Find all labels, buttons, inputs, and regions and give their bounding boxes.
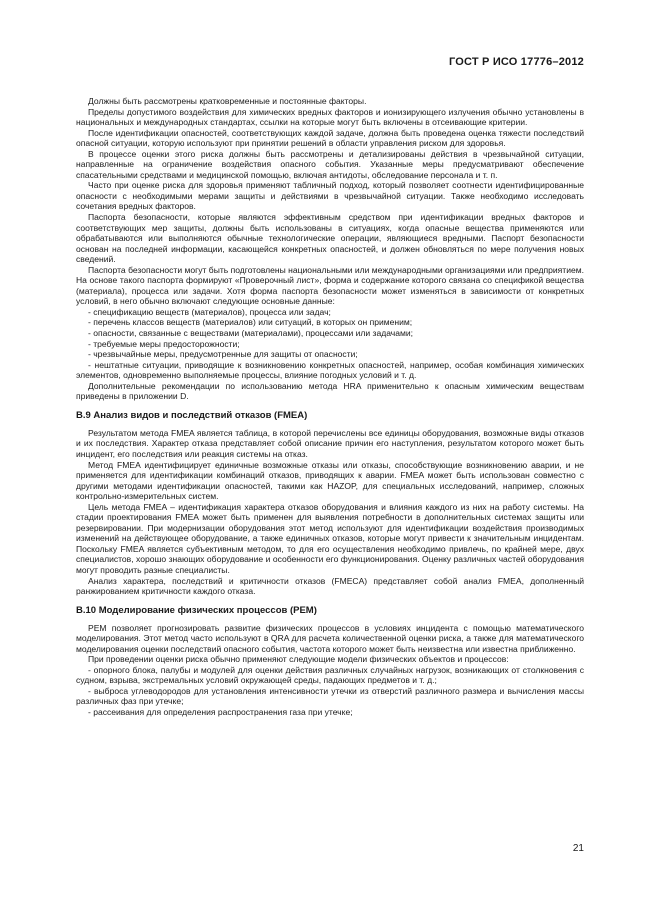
paragraph: После идентификации опасностей, соответствующих каждой задаче, должна быть проведена оценка тяжести последствий опасной ситуации, которую используют при принятии решений в области управления риском для здоровья. <box>76 127 584 149</box>
paragraph: Паспорта безопасности, которые являются эффективным средством при идентификации вредных факторов и соответствующих мер защиты, должны быть использованы в ситуациях, когда опасные вещества применяются или обрабатываются или выполняются обычные технологические операции, являющиеся вредными. Паспорт безопасности основан на последней информации, касающейся конкретных опасностей, и должен обновляться по мере получения новых сведений. <box>76 212 584 265</box>
document-body <box>76 96 584 718</box>
paragraph: Метод FMEA идентифицирует единичные возможные отказы или отказы, способствующие возникновению аварии, и не применяется для идентификации комбинаций отказов, приводящих к аварии. FMEA может быть использован совместно с другими методами идентификации опасностей, такими как HAZOP, для специальных исследований, например, сложных контрольно-измерительных систем. <box>76 459 584 502</box>
paragraph: Паспорта безопасности могут быть подготовлены национальными или международными организациями или предприятием. На основе такого паспорта формируют «Проверочный лист», форма и содержание которого связана со спецификой вещества (материала), процесса или задачи. Хотя форма паспорта безопасности может изменяться в зависимости от конкретных условий, в него обычно включают следующие основные данные: <box>76 264 584 307</box>
list-item: - перечень классов веществ (материалов) или ситуаций, в которых он применим; <box>88 317 413 328</box>
list-item: - нештатные ситуации, приводящие к возникновению конкретных опасностей, например, особая комбинация химических элементов, одновременно выполняемые процессы, влияние погодных условий и т. д. <box>76 359 584 381</box>
list-item: - чрезвычайные меры, предусмотренные для защиты от опасности; <box>88 349 358 360</box>
bullet-list <box>76 307 584 381</box>
paragraph: В процессе оценки этого риска должны быть рассмотрены и детализированы действия в чрезвычайной ситуации, направленные на ограничение воздействия опасного события. Указанные меры предусматривают обеспечение спасательными средствами и медицинской помощью, включая антидоты, обследование персонала и т. п. <box>76 148 584 180</box>
paragraph: Дополнительные рекомендации по использованию метода HRA применительно к опасным химическим веществам приведены в приложении D. <box>76 380 584 402</box>
paragraph: Анализ характера, последствий и критичности отказов (FMECA) представляет собой анализ FMEA, дополненный ранжированием критичности каждого отказа. <box>76 575 584 597</box>
list-item: - рассеивания для определения распространения газа при утечке; <box>88 706 353 717</box>
list-item: - опасности, связанные с веществами (материалами), процессами или задачами; <box>88 328 413 339</box>
document-header: ГОСТ Р ИСО 17776–2012 <box>448 56 584 68</box>
list-item: - опорного блока, палубы и модулей для оценки действия различных случайных нагрузок, возникающих от столкновения с судном, взрыва, экстремальных условий окружающей среды, падающих предметов и т. д.; <box>76 664 584 686</box>
paragraph: При проведении оценки риска обычно применяют следующие модели физических объектов и процессов: <box>88 654 509 665</box>
section-heading-fmea: В.9 Анализ видов и последствий отказов (FMEA) <box>76 409 308 421</box>
paragraph: Должны быть рассмотрены кратковременные и постоянные факторы. <box>88 96 367 106</box>
section-heading-pem: В.10 Моделирование физических процессов (РЕМ) <box>76 604 317 616</box>
page-number: 21 <box>572 843 584 854</box>
paragraph: Результатом метода FMEA является таблица, в которой перечислены все единицы оборудования, возможные виды отказов и их последствия. Характер отказа представляет собой описание причин его наступления, результатом которого может быть инцидент, его последствия или реакция системы на отказ. <box>76 427 584 459</box>
paragraph: Пределы допустимого воздействия для химических вредных факторов и ионизирующего излучения обычно установлены в национальных и международных стандартах, ссылки на которые могут быть включены в отсеивающие критерии. <box>76 106 584 128</box>
list-item: - выброса углеводородов для установления интенсивности утечки из отверстий различного размера и вычисления массы различных фаз при утечке; <box>76 685 584 707</box>
list-item: - требуемые меры предосторожности; <box>88 338 240 349</box>
list-item: - спецификацию веществ (материалов), процесса или задач; <box>88 306 331 317</box>
paragraph: Цель метода FMEA – идентификация характера отказов оборудования и влияния каждого из них на работу системы. На стадии проектирования FMEA может быть применен для выявления потребности в дополнительных системах защиты или резервировании. При модернизации оборудования этот метод используют для идентификации воздействия производимых изменений на действующее оборудование, а также единичных отказов, которые могут привести к значительным инцидентам. Поскольку FMEA является субъективным методом, то для его осуществления необходимо привлечь, по крайней мере, двух специалистов, хорошо знающих оборудование и особенности его функционирования. Оценку различных частей оборудования могут проводить разные специалисты. <box>76 501 584 575</box>
paragraph: Часто при оценке риска для здоровья применяют табличный подход, который позволяет соотнести идентифицированные опасности с необходимыми мерами защиты и действиями в чрезвычайной ситуации. Также необходимо исследовать сочетания вредных факторов. <box>76 180 584 212</box>
paragraph: РЕМ позволяет прогнозировать развитие физических процессов в условиях инцидента с помощью математического моделирования. Этот метод часто используют в QRA для расчета количественной оценки риска, а также для математического моделирования оценки последствий опасного события, частота которого может быть неизвестна или известна приближенно. <box>76 622 584 654</box>
bullet-list <box>76 665 584 718</box>
